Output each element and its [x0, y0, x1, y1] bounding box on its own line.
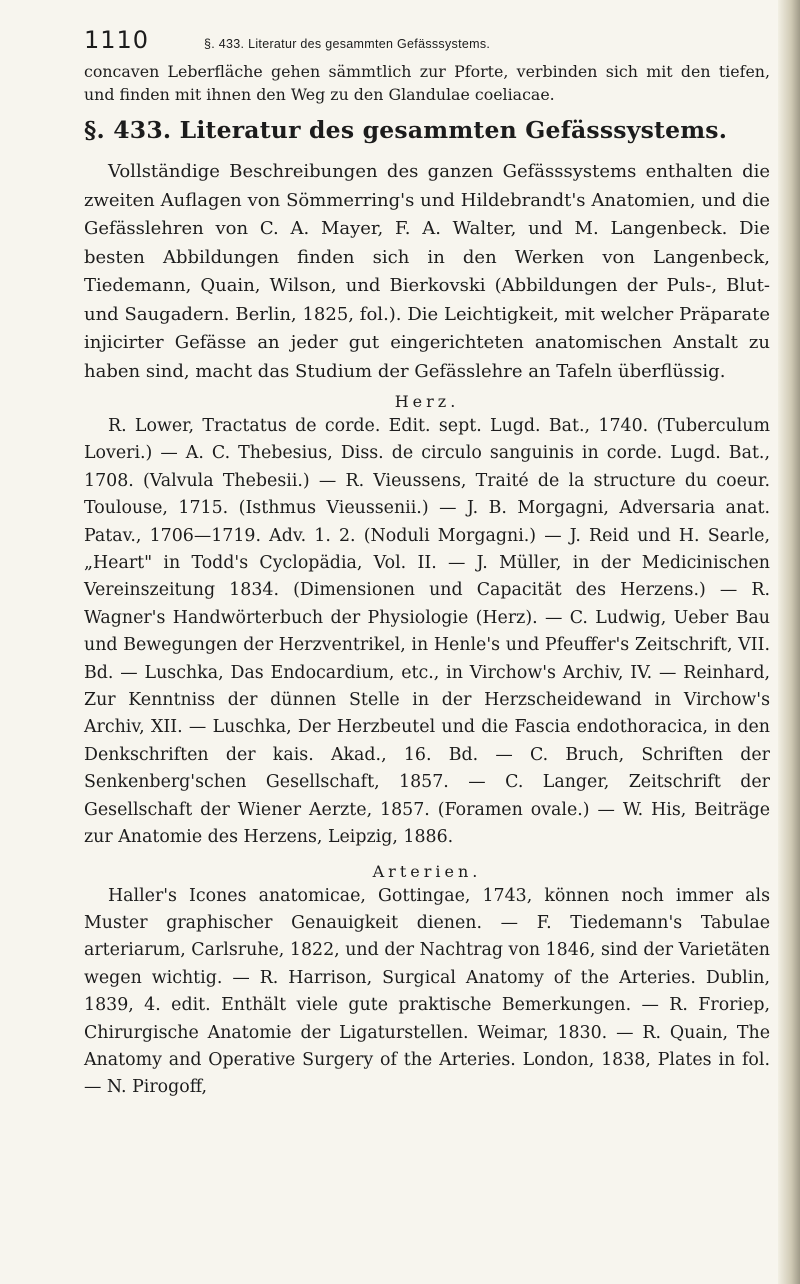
subhead-arterien: Arterien.: [372, 861, 482, 881]
page-edge-shadow: [778, 0, 800, 1284]
section-title: §. 433. Literatur des gesammten Gefässsystems.: [84, 116, 728, 144]
literature-herz: R. Lower, Tractatus de corde. Edit. sept. Lugd. Bat., 1740. (Tuberculum Loveri.) — A. C. Thebesius, Diss. de circulo sanguinis in corde. Lugd. Bat., 1708. (Valvula Thebesii.) — R. Vieussens, Traité de la structure du coeur. Toulouse, 1715. (Isthmus Vieussenii.) — J. B. Morgagni, Adversaria anat. Patav., 1706—1719. Adv. 1. 2. (Noduli Morgagni.) — J. Reid und H. Searle, „Heart" in Todd's Cyclopädia, Vol. II. — J. Müller, in der Medicinischen Vereinszeitung 1834. (Dimensionen und Capacität des Herzens.) — R. Wagner's Handwörterbuch der Physiologie (Herz). — C. Ludwig, Ueber Bau und Bewegungen der Herzventrikel, in Henle's und Pfeuffer's Zeitschrift, VII. Bd. — Luschka, Das Endocardium, etc., in Virchow's Archiv, IV. — Reinhard, Zur Kenntniss der dünnen Stelle in der Herzscheidewand in Virchow's Archiv, XII. — Luschka, Der Herzbeutel und die Fascia endothoracica, in den Denkschriften der kais. Akad., 16. Bd. — C. Bruch, Schriften der Senkenberg'schen Gesellschaft, 1857. — C. Langer, Zeitschrift der Gesellschaft der Wiener Aerzte, 1857. (Foramen ovale.) — W. His, Beiträge zur Anatomie des Herzens, Leipzig, 1886.: [84, 416, 770, 848]
page-header: [84, 26, 770, 56]
subhead-herz: Herz.: [394, 392, 460, 411]
running-head: §. 433. Literatur des gesammten Gefässsystems.: [204, 37, 491, 51]
page-number: 1110: [84, 26, 150, 54]
book-page: [84, 26, 770, 1102]
intro-paragraph: concaven Leberfläche gehen sämmtlich zur Pforte, verbinden sich mit den tiefen, und finden mit ihnen den Weg zu den Glandulae coeliacae.: [84, 62, 770, 104]
paragraph-overview: Vollständige Beschreibungen des ganzen Gefässsystems enthalten die zweiten Auflagen von Sömmerring's und Hildebrandt's Anatomien, und die Gefässlehren von C. A. Mayer, F. A. Walter, und M. Langenbeck. Die besten Abbildungen finden sich in den Werken von Langenbeck, Tiedemann, Quain, Wilson, und Bierkovski (Abbildungen der Puls-, Blut- und Saugadern. Berlin, 1825, fol.). Die Leichtigkeit, mit welcher Präparate injicirter Gefässe an jeder gut eingerichteten anatomischen Anstalt zu haben sind, macht das Studium der Gefässlehre an Tafeln überflüssig.: [84, 161, 770, 382]
literature-arterien: Haller's Icones anatomicae, Gottingae, 1743, können noch immer als Muster graphischer Genauigkeit dienen. — F. Tiedemann's Tabulae arteriarum, Carlsruhe, 1822, und der Nachtrag von 1846, sind der Varietäten wegen wichtig. — R. Harrison, Surgical Anatomy of the Arteries. Dublin, 1839, 4. edit. Enthält viele gute praktische Bemerkungen. — R. Froriep, Chirurgische Anatomie der Ligaturstellen. Weimar, 1830. — R. Quain, The Anatomy and Operative Surgery of the Arteries. London, 1838, Plates in fol. — N. Pirogoff,: [84, 885, 770, 1098]
